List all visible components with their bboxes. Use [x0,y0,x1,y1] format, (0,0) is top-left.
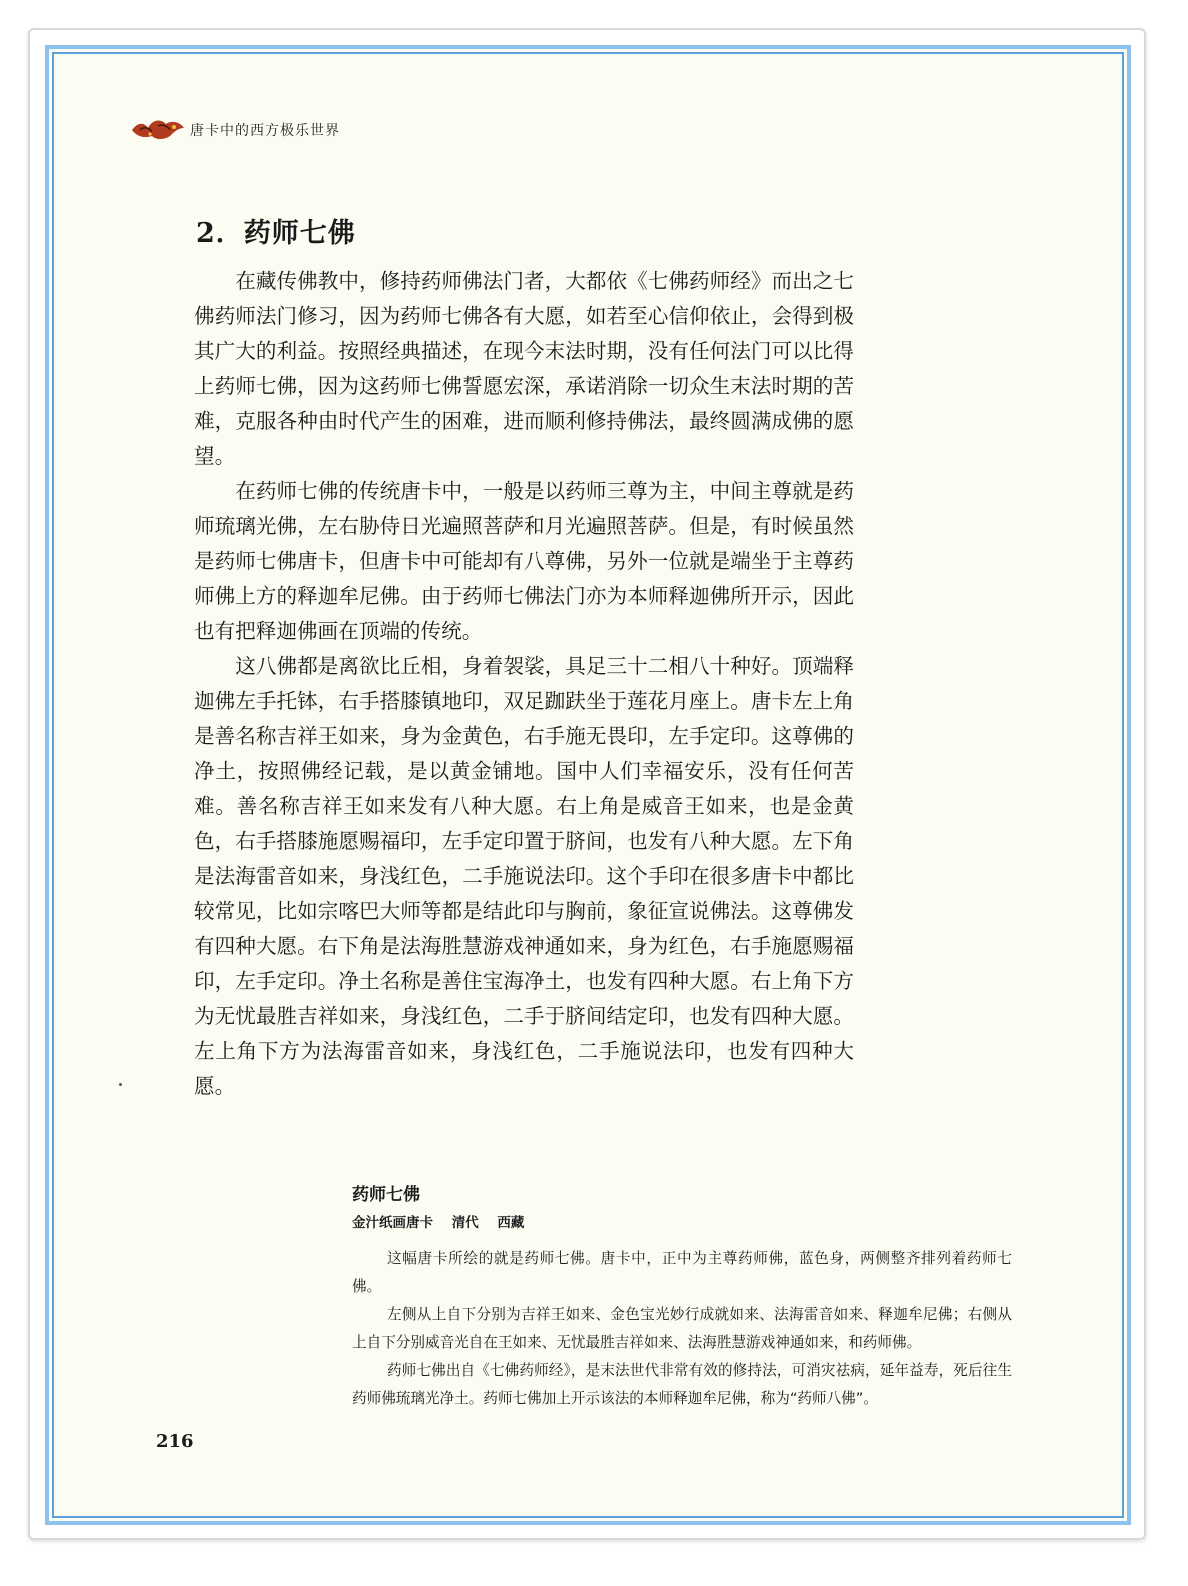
body-paragraph: 在药师七佛的传统唐卡中，一般是以药师三尊为主，中间主尊就是药师琉璃光佛，左右胁侍日光遍照菩萨和月光遍照菩萨。但是，有时候虽然是药师七佛唐卡，但唐卡中可能却有八尊佛，另外一位就是端坐于主尊药师佛上方的释迦牟尼佛。由于药师七佛法门亦为本师释迦佛所开示，因此也有把释迦佛画在顶端的传统。 [194,479,854,643]
main-body [194,264,854,1104]
caption-title: 药师七佛 [352,1185,420,1205]
caption-paragraph: 左侧从上自下分别为吉祥王如来、金色宝光妙行成就如来、法海雷音如来、释迦牟尼佛；右侧从上自下分别威音光自在王如来、无忧最胜吉祥如来、法海胜慧游戏神通如来，和药师佛。 [352,1306,1012,1351]
section-title: 2．药师七佛 [196,218,356,249]
dragon-ornament-icon [130,116,186,144]
caption-paragraph: 这幅唐卡所绘的就是药师七佛。唐卡中，正中为主尊药师佛，蓝色身，两侧整齐排列着药师七佛。 [352,1250,1012,1295]
book-page [56,56,1120,1514]
body-paragraph: 在藏传佛教中，修持药师佛法门者，大都依《七佛药师经》而出之七佛药师法门修习，因为药师七佛各有大愿，如若至心信仰依止，会得到极其广大的利益。按照经典描述，在现今末法时期，没有任何法门可以比得上药师七佛，因为这药师七佛誓愿宏深，承诺消除一切众生末法时期的苦难，克服各种由时代产生的困难，进而顺利修持佛法，最终圆满成佛的愿望。 [194,269,854,468]
caption-meta [352,1211,1012,1231]
caption-region: 西藏 [497,1215,525,1231]
caption-paragraph: 药师七佛出自《七佛药师经》，是末法世代非常有效的修持法，可消灾祛病，延年益寿，死后往生药师佛琉璃光净土。药师七佛加上开示该法的本师释迦牟尼佛，称为“药师八佛”。 [352,1362,1012,1407]
page-number: 216 [156,1431,194,1452]
caption-body [352,1245,1012,1413]
running-header-title: 唐卡中的西方极乐世界 [190,123,340,139]
body-paragraph: 这八佛都是离欲比丘相，身着袈裟，具足三十二相八十种好。顶端释迦佛左手托钵，右手搭膝镇地印，双足跏趺坐于莲花月座上。唐卡左上角是善名称吉祥王如来，身为金黄色，右手施无畏印，左手定印。这尊佛的净土，按照佛经记载，是以黄金铺地。国中人们幸福安乐，没有任何苦难。善名称吉祥王如来发有八种大愿。右上角是威音王如来，也是金黄色，右手搭膝施愿赐福印，左手定印置于脐间，也发有八种大愿。左下角是法海雷音如来，身浅红色，二手施说法印。这个手印在很多唐卡中都比较常见，比如宗喀巴大师等都是结此印与胸前，象征宣说佛法。这尊佛发有四种大愿。右下角是法海胜慧游戏神通如来，身为红色，右手施愿赐福印，左手定印。净土名称是善住宝海净土，也发有四种大愿。右上角下方为无忧最胜吉祥如来，身浅红色，二手于脐间结定印，也发有四种大愿。左上角下方为法海雷音如来，身浅红色，二手施说法印，也发有四种大愿。 [194,654,854,1098]
caption-medium: 金汁纸画唐卡 [352,1215,433,1231]
stray-dot [119,1083,122,1086]
running-header [130,116,340,144]
figure-caption [352,1180,1012,1413]
caption-period: 清代 [451,1215,479,1231]
